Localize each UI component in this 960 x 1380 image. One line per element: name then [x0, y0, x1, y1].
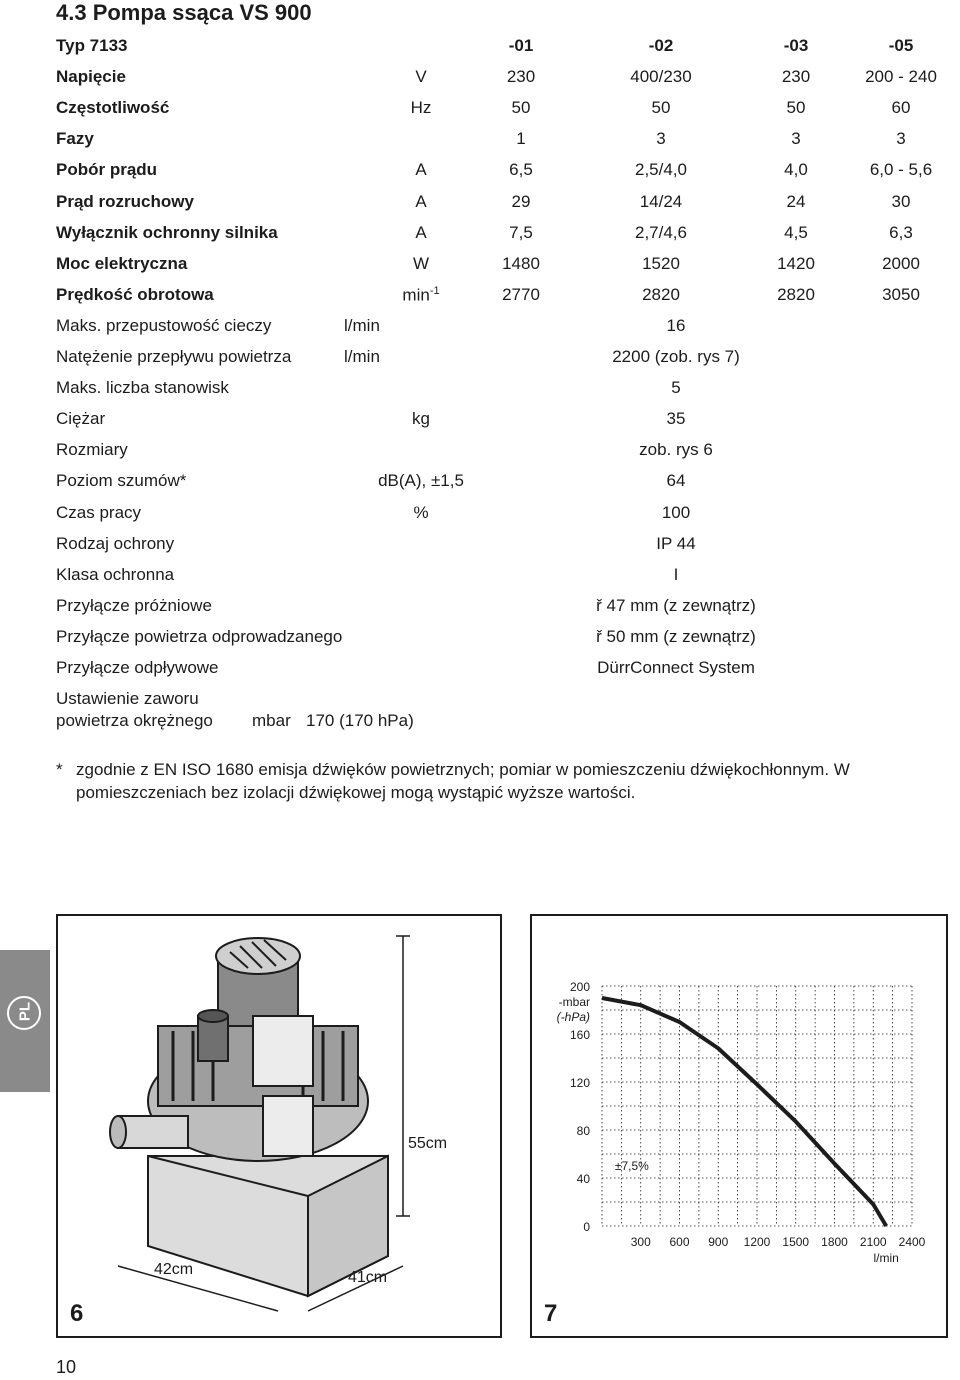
row-value: 6,5 [509, 160, 533, 180]
table-row [56, 471, 926, 495]
valve-unit: mbar [252, 711, 291, 731]
row-unit: % [413, 502, 429, 522]
table-row [56, 409, 926, 433]
page-title: 4.3 Pompa ssąca VS 900 [56, 0, 312, 25]
row-value: 3 [656, 129, 666, 149]
table-header-col: -02 [648, 36, 674, 55]
row-unit-text: min [402, 285, 430, 305]
x-tick-label: 2400 [898, 1235, 926, 1249]
row-label: Czas pracy [56, 502, 142, 522]
table-row [56, 223, 926, 247]
fan-top [216, 938, 300, 974]
row-value: 50 [511, 98, 531, 118]
row-value: DürrConnect System [597, 658, 755, 677]
row-value: 64 [666, 471, 686, 491]
row-label: Przyłącze powietrza odprowadzanego [56, 626, 343, 646]
y-tick-label: 120 [569, 1076, 590, 1090]
depth-dimension-label: 41cm [348, 1269, 388, 1286]
y-tick-label: 0 [583, 1220, 590, 1234]
row-value: 100 [661, 502, 691, 522]
figure-6-number: 6 [70, 1300, 84, 1327]
row-unit-text: A [415, 222, 427, 242]
row-label: Napięcie [56, 67, 126, 87]
table-row [56, 285, 926, 309]
row-value: zob. rys 6 [639, 440, 713, 460]
language-tab-label: PL [16, 1001, 34, 1022]
row-label: Maks. liczba stanowisk [56, 378, 229, 398]
row-value: 1520 [642, 253, 680, 273]
row-label: Rodzaj ochrony [56, 533, 175, 553]
language-tab [0, 950, 50, 1092]
row-value: 3 [896, 129, 906, 149]
row-value: 4,5 [784, 222, 808, 242]
row-value: 1480 [502, 253, 540, 273]
table-row [56, 67, 937, 91]
row-label: Przyłącze odpływowe [56, 658, 219, 677]
row-value: 230 [781, 67, 811, 87]
table-row [56, 254, 926, 278]
y-tick-label: 200 [569, 980, 590, 994]
row-value: 50 [786, 98, 806, 118]
row-label: Ciężar [56, 409, 106, 429]
row-value: 2770 [502, 284, 540, 304]
row-value: 6,3 [889, 222, 913, 242]
table-row [56, 129, 926, 153]
row-label: Klasa ochronna [56, 564, 175, 584]
row-label: Fazy [56, 129, 94, 149]
table-row [56, 534, 926, 558]
row-label: Moc elektryczna [56, 253, 188, 273]
row-value: 1420 [777, 253, 815, 273]
tolerance-annotation: ±7,5% [614, 1159, 649, 1173]
row-value: 60 [891, 98, 911, 118]
row-label: Częstotliwość [56, 98, 170, 118]
height-dimension-label: 55cm [408, 1135, 448, 1152]
row-unit-text: A [415, 160, 427, 180]
table-row-valve [56, 689, 926, 735]
row-unit: l/min [344, 315, 380, 335]
row-value: 5 [671, 378, 681, 398]
table-row [56, 378, 926, 402]
row-value: 30 [891, 191, 911, 211]
table-header-col: -01 [508, 36, 534, 55]
x-tick-label: 1500 [782, 1235, 810, 1249]
table-header-label: Typ 7133 [56, 36, 128, 55]
x-tick-label: 1200 [743, 1235, 771, 1249]
row-label: Maks. przepustowość cieczy [56, 315, 272, 335]
row-value: 2820 [777, 284, 815, 304]
row-unit: l/min [344, 347, 380, 366]
footnote-text: zgodnie z EN ISO 1680 emisja dźwięków powietrznych; pomiar w pomieszczeniu dźwiękochłonnym. W pomieszczeniach bez izolacji dźwiękowej mogą wystąpić wyższe wartości. [76, 760, 850, 802]
row-value: 1 [516, 129, 526, 149]
page-number: 10 [56, 1357, 77, 1377]
table-header-col: -03 [783, 36, 809, 55]
row-unit-text: V [415, 67, 427, 87]
row-label: Natężenie przepływu powietrza [56, 347, 292, 366]
row-value: 3 [791, 129, 801, 149]
row-unit-text: W [412, 253, 430, 273]
pump-illustration [58, 916, 500, 1336]
flow-chart [532, 916, 946, 1336]
x-tick-label: 900 [708, 1235, 729, 1249]
x-axis-label: l/min [873, 1251, 899, 1265]
table-header-col: -05 [888, 36, 914, 55]
x-tick-label: 600 [669, 1235, 690, 1249]
y-tick-label: 160 [569, 1028, 590, 1042]
row-label: Pobór prądu [56, 160, 158, 180]
table-header-row [56, 36, 926, 60]
label-plate [263, 1096, 313, 1156]
row-value: 16 [666, 315, 686, 335]
y-axis-label: -mbar [558, 995, 590, 1009]
row-label: Rozmiary [56, 440, 128, 460]
row-value: 2820 [642, 284, 680, 304]
y-axis-label: (-hPa) [556, 1010, 590, 1024]
valve-label-line2: powietrza okrężnego [56, 711, 213, 731]
table-row [56, 440, 926, 464]
row-value: 7,5 [509, 222, 533, 242]
valve-value: 170 (170 hPa) [306, 711, 414, 731]
row-unit: kg [412, 409, 430, 429]
outlet-pipe [118, 1116, 188, 1148]
row-value: 24 [786, 191, 806, 211]
row-value: 400/230 [630, 67, 692, 87]
row-value: ř 50 mm (z zewnątrz) [596, 626, 756, 646]
row-value: 2200 (zob. rys 7) [612, 347, 740, 366]
row-value: 29 [511, 191, 531, 211]
table-row [56, 565, 926, 589]
row-value: 2,7/4,6 [635, 222, 687, 242]
y-tick-label: 40 [576, 1172, 590, 1186]
table-row [56, 98, 926, 122]
row-value: 3050 [882, 284, 920, 304]
row-value: 6,0 - 5,6 [869, 160, 933, 180]
row-value: 50 [651, 98, 671, 118]
row-label: Prędkość obrotowa [56, 284, 214, 304]
valve-label-line1: Ustawienie zaworu [56, 689, 199, 709]
row-unit-sup: -1 [429, 284, 440, 297]
width-dimension-label: 42cm [154, 1261, 194, 1278]
table-row [56, 627, 926, 651]
row-value: IP 44 [656, 533, 696, 553]
row-value: 4,0 [784, 160, 808, 180]
footnote-marker: * [56, 760, 63, 779]
row-label: Przyłącze próżniowe [56, 595, 212, 615]
table-row [56, 160, 933, 184]
table-row [56, 596, 926, 620]
table-row [56, 316, 926, 340]
row-value: 2,5/4,0 [635, 160, 687, 180]
x-tick-label: 2100 [859, 1235, 887, 1249]
figure-7-panel [530, 914, 948, 1338]
row-unit: dB(A), ±1,5 [378, 471, 464, 491]
row-value: I [673, 564, 679, 584]
figure-6-panel [56, 914, 502, 1338]
row-value: 2000 [882, 253, 920, 273]
table-row [56, 658, 926, 682]
row-unit-text: Hz [410, 98, 432, 118]
x-tick-label: 1800 [821, 1235, 848, 1249]
row-label: Prąd rozruchowy [56, 191, 194, 211]
terminal-box [253, 1016, 313, 1086]
performance-curve [602, 998, 886, 1226]
row-value: 200 - 240 [865, 67, 937, 87]
table-row [56, 192, 926, 216]
row-unit-text: A [415, 191, 427, 211]
row-value: 230 [506, 67, 536, 87]
row-label: Poziom szumów* [56, 471, 187, 491]
table-row [56, 347, 926, 371]
row-value: 14/24 [639, 191, 683, 211]
row-value: ř 47 mm (z zewnątrz) [596, 595, 756, 615]
figure-7-number: 7 [544, 1300, 558, 1327]
x-tick-label: 300 [630, 1235, 651, 1249]
row-value: 35 [666, 409, 686, 429]
y-tick-label: 80 [576, 1124, 590, 1138]
table-row [56, 503, 926, 527]
row-label: Wyłącznik ochronny silnika [56, 222, 278, 242]
